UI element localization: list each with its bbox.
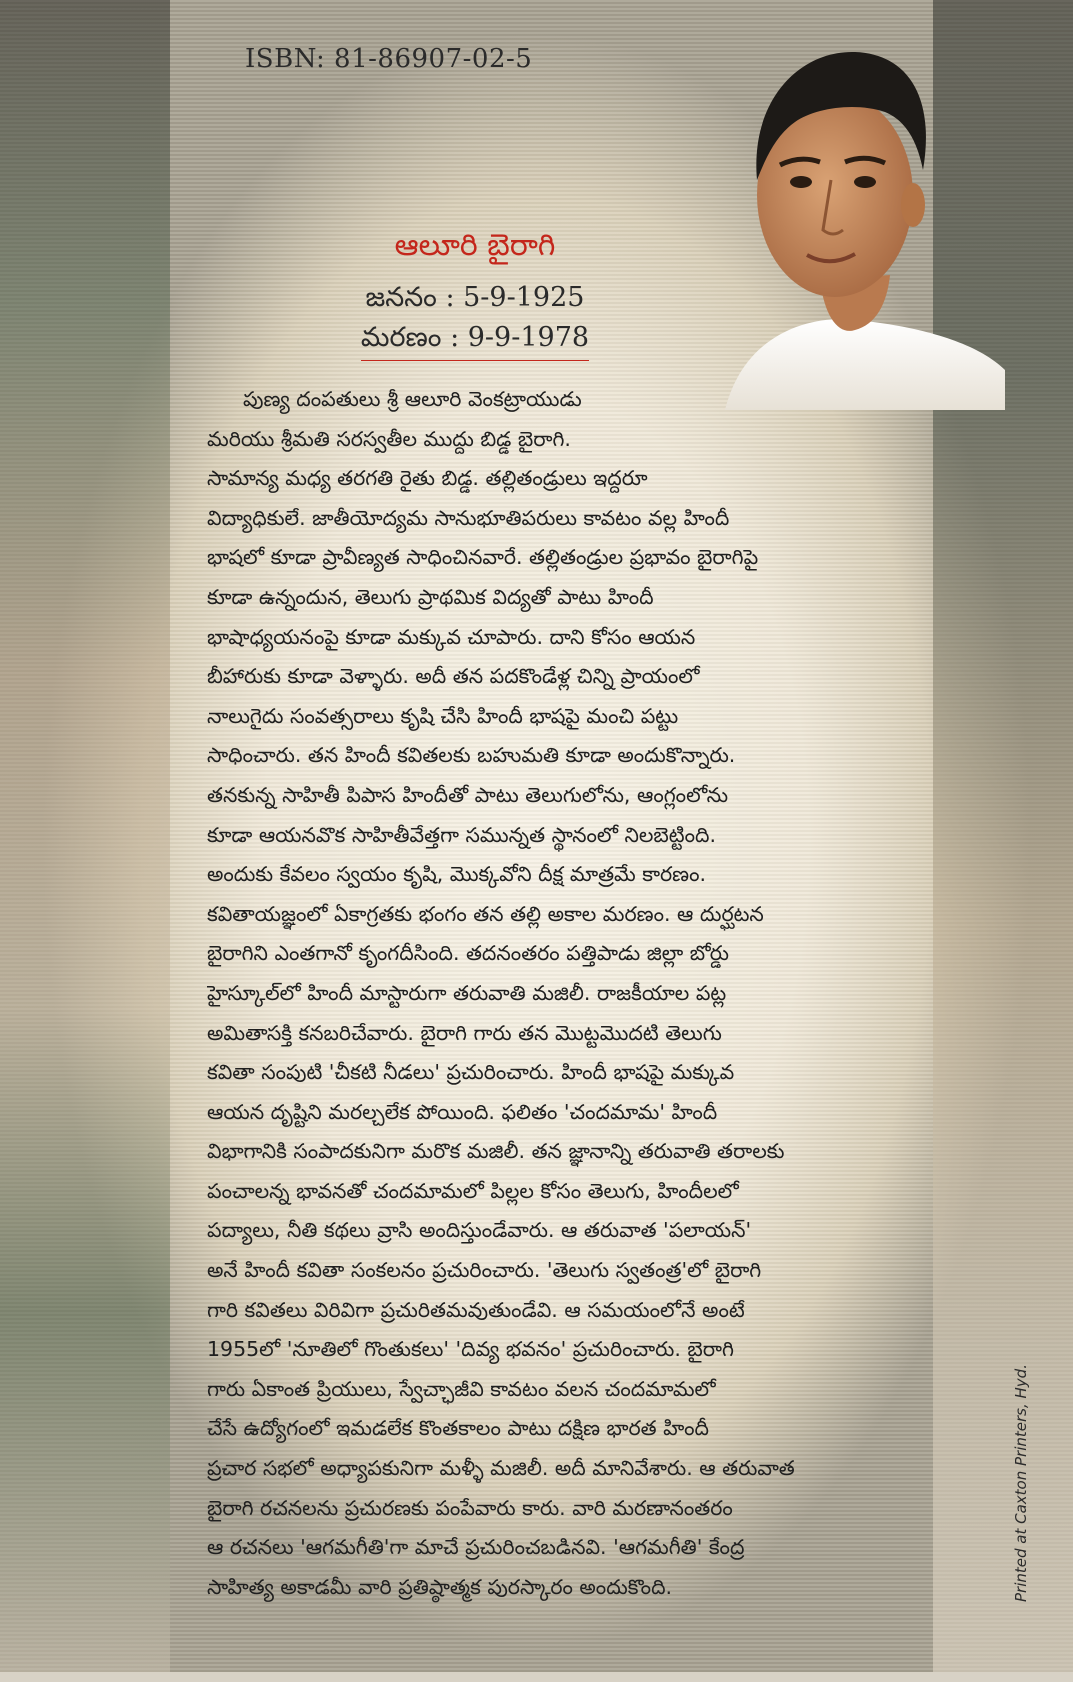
biography-line: కవితా సంపుటి 'చీకటి నీడలు' ప్రచురించారు. హిందీ భాషపై మక్కువ	[207, 1060, 735, 1085]
biography-line: ఆయన దృష్టిని మరల్చలేక పోయింది. ఫలితం 'చందమామ' హిందీ	[207, 1099, 718, 1124]
biography-line: గారి కవితలు విరివిగా ప్రచురితమవుతుండేవి. ఆ సమయంలోనే అంటే	[207, 1297, 745, 1322]
biography-line: కూడా ఉన్నందున, తెలుగు ప్రాథమిక విద్యతో పాటు హిందీ	[207, 584, 654, 609]
biography-line: సాహిత్య అకాడమీ వారి ప్రతిష్ఠాత్మక పురస్కారం అందుకొంది.	[207, 1574, 673, 1599]
biography-line: పద్యాలు, నీతి కథలు వ్రాసి అందిస్తుండేవారు. ఆ తరువాత 'పలాయన్'	[207, 1218, 752, 1243]
biography-line: పుణ్య దంపతులు శ్రీ ఆలూరి వెంకట్రాయుడు	[243, 387, 582, 411]
biography-line: గారు ఏకాంత ప్రియులు, స్వేచ్ఛాజీవి కావటం వలన చందమామలో	[207, 1376, 716, 1401]
biography-line: కవితాయజ్ఞంలో ఏకాగ్రతకు భంగం తన తల్లి అకాల మరణం. ఆ దుర్ఘటన	[207, 901, 764, 926]
biography-line: బైరాగిని ఎంతగానో కృంగదీసింది. తదనంతరం పత్తిపాడు జిల్లా బోర్డు	[207, 941, 729, 966]
biography-line: ఆ రచనలు 'ఆగమగీతి'గా మాచే ప్రచురించబడినవి. 'ఆగమగీతి' కేంద్ర	[207, 1535, 745, 1560]
biography-line: కూడా ఆయనవొక సాహితీవేత్తగా సమున్నత స్థానంలో నిలబెట్టింది.	[207, 822, 716, 847]
biography-line: సాధించారు. తన హిందీ కవితలకు బహుమతి కూడా అందుకొన్నారు.	[207, 743, 736, 768]
left-shadow-band	[0, 0, 170, 1682]
biography-line: ప్రచార సభలో అధ్యాపకునిగా మళ్ళీ మజిలీ. అదీ మానివేశారు. ఆ తరువాత	[207, 1456, 795, 1481]
biography-line: విభాగానికి సంపాదకునిగా మరొక మజిలీ. తన జ్ఞానాన్ని తరువాతి తరాలకు	[207, 1139, 785, 1164]
biography-line: అమితాసక్తి కనబరిచేవారు. బైరాగి గారు తన మొట్టమొదటి తెలుగు	[207, 1020, 722, 1045]
page-bottom-edge	[0, 1672, 1073, 1682]
biography-line: విద్యాధికులే. జాతీయోద్యమ సానుభూతిపరులు కావటం వల్ల హిందీ	[207, 505, 730, 530]
author-portrait	[705, 30, 1005, 410]
biography-line: పంచాలన్న భావనతో చందమామలో పిల్లల కోసం తెలుగు, హిందీలలో	[207, 1178, 739, 1203]
biography-line: అనే హిందీ కవితా సంకలనం ప్రచురించారు. 'తెలుగు స్వతంత్ర'లో బైరాగి	[207, 1258, 762, 1283]
biography-line: మరియు శ్రీమతి సరస్వతీల ముద్దు బిడ్డ బైరాగి.	[207, 426, 571, 451]
death-date: మరణం : 9-9-1978	[361, 318, 589, 361]
biography-line: తనకున్న సాహితీ పిపాస హిందీతో పాటు తెలుగులోను, ఆంగ్లంలోను	[207, 782, 729, 807]
biography-line: నాలుగైదు సంవత్సరాలు కృషి చేసి హిందీ భాషపై మంచి పట్టు	[207, 703, 679, 728]
biography-line: బైరాగి రచనలను ప్రచురణకు పంపేవారు కారు. వారి మరణానంతరం	[207, 1495, 733, 1520]
biography-text	[207, 380, 952, 1607]
isbn-number: ISBN: 81-86907-02-5	[245, 44, 533, 74]
biography-line: భాషలో కూడా ప్రావీణ్యత సాధించినవారే. తల్లితండ్రుల ప్రభావం బైరాగిపై	[207, 545, 759, 570]
biography-line: భాషాధ్యయనంపై కూడా మక్కువ చూపారు. దాని కోసం ఆయన	[207, 624, 696, 649]
biography-line: చేసే ఉద్యోగంలో ఇమడలేక కొంతకాలం పాటు దక్షిణ భారత హిందీ	[207, 1416, 709, 1441]
biography-line: హైస్కూల్‌లో హిందీ మాస్టారుగా తరువాతి మజిలీ. రాజకీయాల పట్ల	[207, 980, 727, 1005]
author-name: ఆలూరి బైరాగి	[394, 228, 556, 263]
biography-line: బీహారుకు కూడా వెళ్ళారు. అదీ తన పదకొండేళ్ల చిన్ని ప్రాయంలో	[207, 664, 700, 689]
printer-credit: Printed at Caxton Printers, Hyd.	[1012, 1364, 1030, 1602]
birth-date: జననం : 5-9-1925	[365, 282, 585, 313]
biography-line: సామాన్య మధ్య తరగతి రైతు బిడ్డ. తల్లితండ్రులు ఇద్దరూ	[207, 466, 648, 491]
biography-line: 1955లో 'నూతిలో గొంతుకలు' 'దివ్య భవనం' ప్రచురించారు. బైరాగి	[207, 1337, 734, 1362]
author-heading	[330, 228, 620, 361]
biography-line: అందుకు కేవలం స్వయం కృషి, మొక్కవోని దీక్ష మాత్రమే కారణం.	[207, 862, 707, 887]
